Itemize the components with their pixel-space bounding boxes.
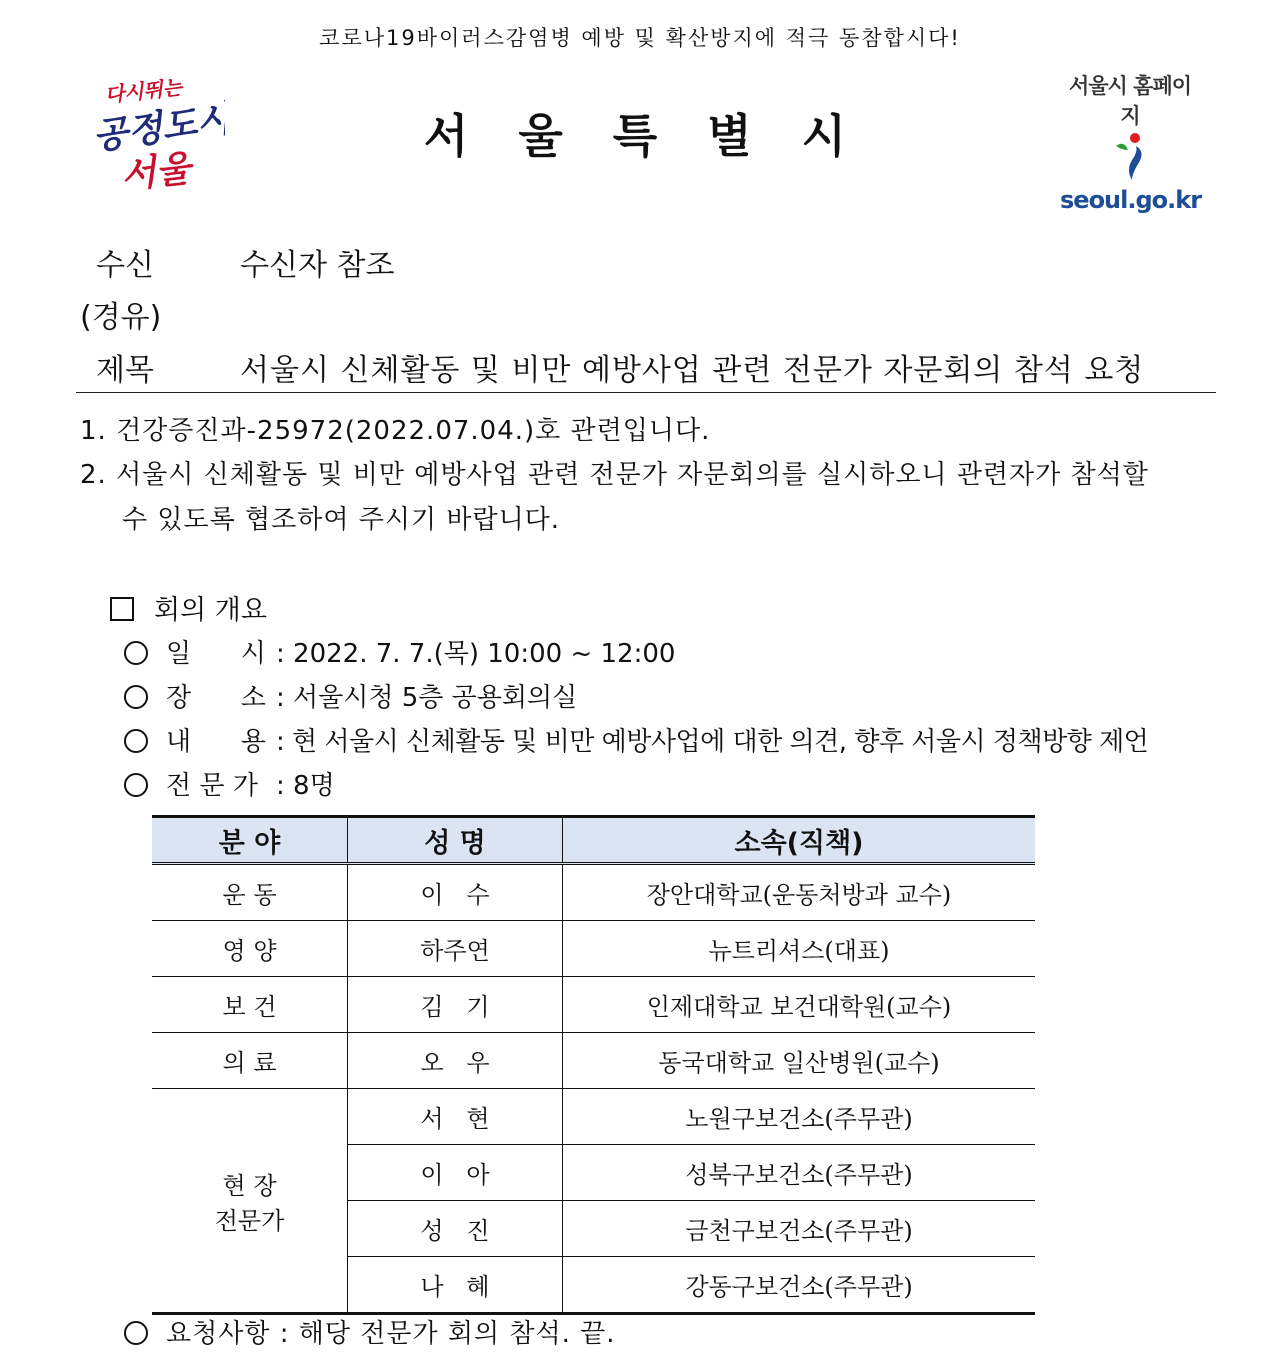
homepage-label: 서울시 홈페이지 (1068, 74, 1192, 128)
subject-value: 서울시 신체활동 및 비만 예방사업 관련 전문가 자문회의 참석 요청 (240, 353, 1145, 388)
homepage-url: seoul.go.kr (1060, 186, 1202, 214)
column-header-field: 분 야 (152, 817, 348, 864)
seoul-emblem-icon (1110, 130, 1150, 182)
subject-label: 제목 (96, 353, 154, 388)
table-row: 이 아 성북구보건소(주무관) (152, 1145, 1035, 1201)
circle-bullet-icon (124, 1321, 148, 1345)
table-row: 운 동 이 수 장안대학교(운동처방과 교수) (152, 864, 1035, 921)
table-row: 보 건 김 기 인제대학교 보건대학원(교수) (152, 977, 1035, 1033)
experts-table (152, 815, 1035, 1315)
table-row: 현 장 전문가 서 현 노원구보건소(주무관) (152, 1089, 1035, 1145)
table-row: 나 혜 강동구보건소(주무관) (152, 1257, 1035, 1314)
organization-title: 서울특별시 (423, 109, 897, 163)
svg-text:다시뛰는: 다시뛰는 (103, 75, 184, 108)
table-row: 영 양 하주연 뉴트리셔스(대표) (152, 921, 1035, 977)
section-title: 회의 개요 (154, 595, 267, 626)
body-paragraph-2: 2. 서울시 신체활동 및 비만 예방사업 관련 전문가 자문회의를 실시하오니 관련자가 참석할 (80, 460, 1149, 490)
recipient-label: 수신 (96, 248, 154, 283)
svg-text:서울: 서울 (119, 148, 193, 197)
header-divider (76, 392, 1216, 393)
circle-bullet-icon (124, 729, 148, 753)
overview-item: 일 시 : 2022. 7. 7.(목) 10:00 ~ 12:00 (124, 633, 675, 670)
table-header-row (152, 817, 1035, 864)
column-header-name: 성 명 (348, 817, 563, 864)
campaign-banner: 코로나19바이러스감염병 예방 및 확산방지에 적극 동참합시다! (319, 26, 961, 50)
table-row: 의 료 오 우 동국대학교 일산병원(교수) (152, 1033, 1035, 1089)
section-heading (110, 588, 267, 627)
via-label: (경유) (80, 300, 162, 335)
circle-bullet-icon (124, 685, 148, 709)
request-line: 요청사항 : 해당 전문가 회의 참석. 끝. (124, 1313, 616, 1350)
circle-bullet-icon (124, 773, 148, 797)
overview-item: 내 용 : 현 서울시 신체활동 및 비만 예방사업에 대한 의견, 향후 서울시 정책방향 제언 (124, 721, 1148, 758)
column-header-affiliation: 소속(직책) (563, 817, 1036, 864)
svg-text:공정도시: 공정도시 (90, 98, 225, 159)
square-bullet-icon (110, 597, 134, 621)
group-field-cell: 현 장 전문가 (152, 1089, 348, 1314)
body-paragraph-2-cont: 수 있도록 협조하여 주시기 바랍니다. (122, 505, 561, 535)
body-paragraph-1: 1. 건강증진과-25972(2022.07.04.)호 관련입니다. (80, 416, 711, 446)
overview-item: 장 소 : 서울시청 5층 공용회의실 (124, 677, 577, 714)
table-row: 성 진 금천구보건소(주무관) (152, 1201, 1035, 1257)
overview-item: 전 문 가 : 8명 (124, 765, 335, 802)
circle-bullet-icon (124, 641, 148, 665)
recipient-value: 수신자 참조 (240, 248, 395, 283)
seoul-homepage-logo[interactable] (1060, 70, 1200, 214)
